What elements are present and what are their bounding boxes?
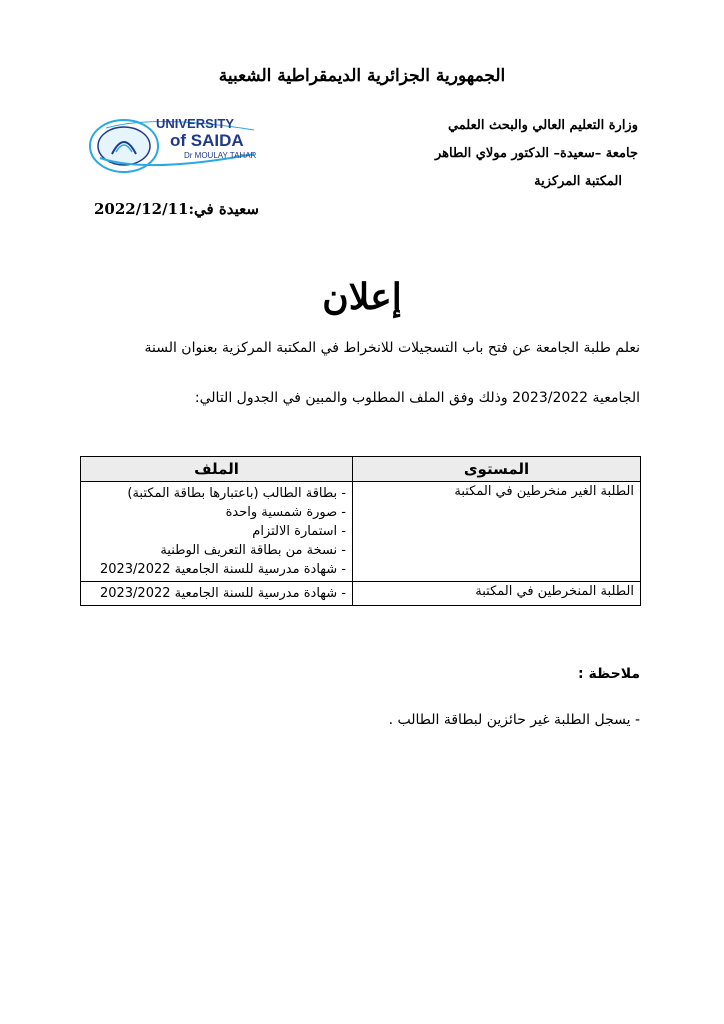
header-file: الملف xyxy=(81,457,353,482)
logo-line2: of SAIDA xyxy=(170,131,244,150)
list-item: - استمارة الالتزام xyxy=(252,524,346,539)
university-line: جامعة –سعيدة– الدكتور مولاي الطاهر xyxy=(434,146,638,161)
body-paragraph-1: نعلم طلبة الجامعة عن فتح باب التسجيلات للانخراط في المكتبة المركزية بعنوان السنة xyxy=(144,340,640,356)
table-header-row xyxy=(81,457,641,482)
header-level: المستوى xyxy=(353,457,641,482)
row-items xyxy=(81,582,353,606)
table-row xyxy=(81,482,641,582)
list-item: - بطاقة الطالب (باعتبارها بطاقة المكتبة) xyxy=(127,486,346,501)
announcement-title: إعلان xyxy=(322,276,402,318)
row-level: الطلبة المنخرطين في المكتبة xyxy=(353,582,641,606)
republic-heading: الجمهورية الجزائرية الديمقراطية الشعبية xyxy=(218,66,506,86)
requirements-table xyxy=(80,456,641,606)
list-item: - شهادة مدرسية للسنة الجامعية 2023/2022 xyxy=(99,586,346,601)
list-item: - شهادة مدرسية للسنة الجامعية 2023/2022 xyxy=(99,562,346,577)
row-items xyxy=(81,482,353,582)
list-item: - صورة شمسية واحدة xyxy=(225,505,346,520)
logo-line1: UNIVERSITY xyxy=(156,116,235,131)
ministry-line: وزارة التعليم العالي والبحث العلمي xyxy=(447,118,638,133)
body-paragraph-2: الجامعية 2023/2022 وذلك وفق الملف المطلوب والمبين في الجدول التالي: xyxy=(194,390,640,406)
library-line: المكتبة المركزية xyxy=(534,174,622,189)
note-text: - يسجل الطلبة غير حائزين لبطاقة الطالب . xyxy=(388,712,640,728)
date-line: سعيدة في:2022/12/11 xyxy=(94,200,259,218)
list-item: - نسخة من بطاقة التعريف الوطنية xyxy=(160,543,346,558)
university-logo xyxy=(86,114,262,178)
logo-line3: Dr MOULAY TAHAR xyxy=(184,151,257,160)
table-row xyxy=(81,582,641,606)
row-level: الطلبة الغير منخرطين في المكتبة xyxy=(353,482,641,582)
note-title: ملاحظة : xyxy=(578,666,640,682)
